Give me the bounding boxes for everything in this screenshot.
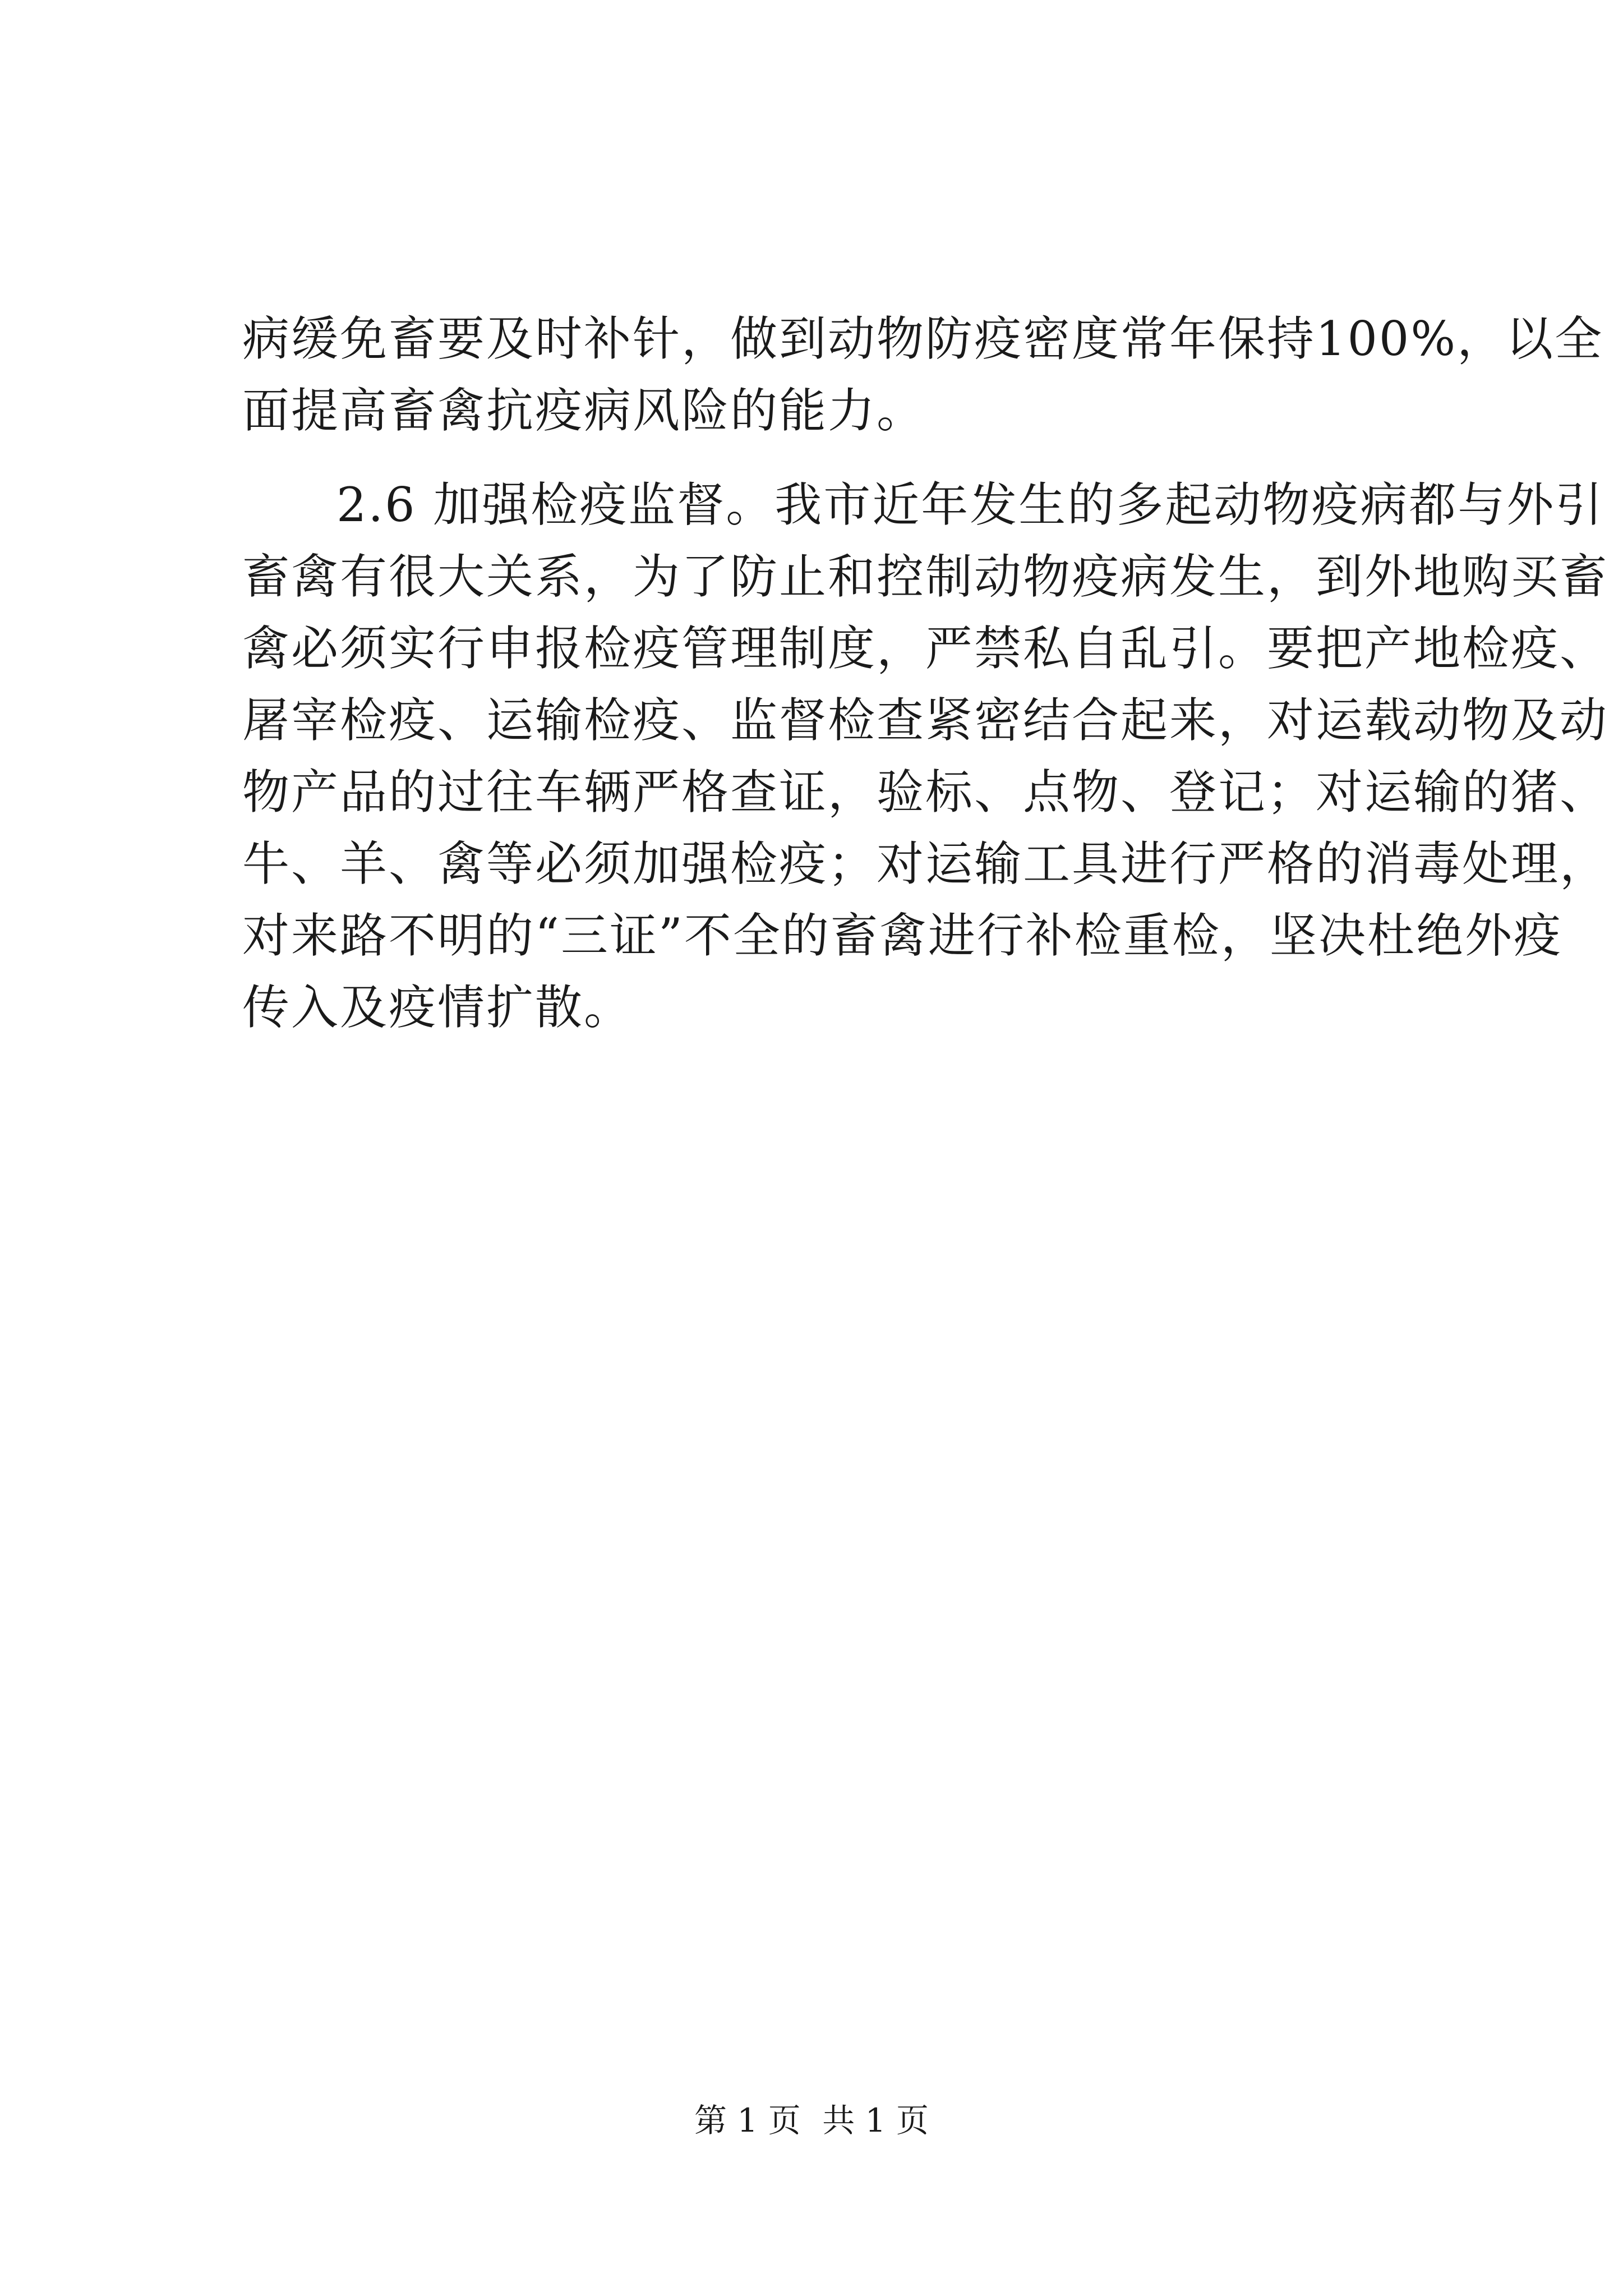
- paragraph-line: 畜禽有很大关系，为了防止和控制动物疫病发生，到外地购买畜: [242, 549, 1609, 604]
- paragraph-line: 物产品的过往车辆严格查证，验标、点物、登记；对运输的猪、: [242, 765, 1609, 820]
- paragraph-line: 牛、羊、禽等必须加强检疫；对运输工具进行严格的消毒处理，: [242, 836, 1609, 891]
- paragraph-line: 屠宰检疫、运输检疫、监督检查紧密结合起来，对运载动物及动: [242, 693, 1609, 748]
- paragraph-1: [242, 303, 1604, 447]
- page-footer: [0, 2098, 1623, 2143]
- paragraph-line: 面提高畜禽抗疫病风险的能力。: [242, 383, 926, 438]
- paragraph-line: 2.6 加强检疫监督。我市近年发生的多起动物疫病都与外引: [336, 477, 1604, 532]
- paragraph-2: [242, 469, 1609, 1043]
- paragraph-line: 病缓免畜要及时补针，做到动物防疫密度常年保持100%，以全: [242, 311, 1604, 366]
- paragraph-line: 传入及疫情扩散。: [242, 980, 633, 1035]
- page-total-label: 共 1 页: [822, 2101, 929, 2139]
- paragraph-spacer: [242, 447, 1442, 469]
- document-body: [242, 303, 1609, 1043]
- paragraph-line: 对来路不明的“三证”不全的畜禽进行补检重检，坚决杜绝外疫: [242, 908, 1562, 963]
- paragraph-line: 禽必须实行申报检疫管理制度，严禁私自乱引。要把产地检疫、: [242, 621, 1609, 676]
- page-number-label: 第 1 页: [694, 2101, 801, 2139]
